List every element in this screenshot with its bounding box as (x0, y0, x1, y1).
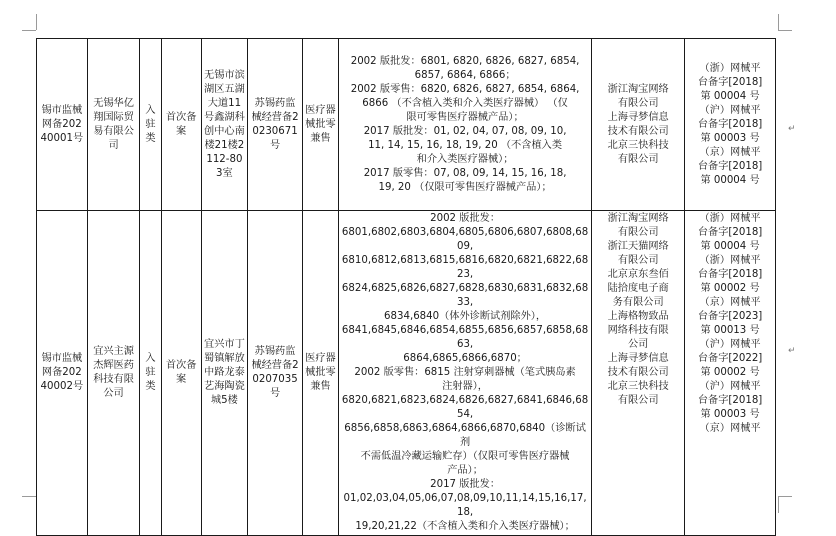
scope-line: 11, 14, 15, 16, 18, 19, 20 （不含植入类 (368, 139, 563, 151)
platform-record-line: 台备字[2018] (697, 227, 763, 238)
scope-line: 不需低温冷藏运输贮存）（仅限可零售医疗器械 (360, 451, 570, 462)
platform-record-line: 第 00002 号 (700, 367, 760, 378)
crop-mark-top-left-v (36, 14, 37, 30)
scope-line: 2002 版批发： (430, 213, 501, 224)
platform-record-line: 台备字[2022] (697, 353, 763, 364)
scope-line: 2017 版批发： (430, 479, 501, 490)
scope-line: 2017 版零售：07, 08, 09, 14, 15, 16, 18, (363, 167, 567, 179)
scope-line: 19, 20 （仅限可零售医疗器械产品）； (378, 181, 552, 193)
crop-mark-top-left-h (22, 30, 36, 31)
platform-line: 有限公司 (617, 395, 659, 406)
table-row (37, 211, 776, 536)
table-row (37, 39, 776, 211)
platform-record-line: （京）网械平 (699, 423, 761, 434)
crop-mark-bottom-right-v (778, 497, 779, 513)
platform-record-line: 第 00004 号 (700, 90, 760, 102)
platform-line: 有限公司 (617, 97, 659, 109)
platform-line: 有限公司 (617, 255, 659, 266)
scope-line: 6820,6821,6823,6824,6826,6827,6841,6846,6854, (341, 395, 589, 420)
scope-line: 01,02,03,04,05,06,07,08,09,10,11,14,15,16,17,18, (343, 493, 587, 518)
platform-line: 北京京东叁佰 (607, 269, 669, 280)
platform-record-line: （沪）网械平 (699, 381, 761, 392)
scope-line: 限可零售医疗器械产品）； (406, 111, 524, 123)
platform-record-line: （京）网械平 (699, 146, 761, 158)
business-mode-cell: 医疗器械批零兼售 (303, 211, 339, 536)
platform-record-line: （浙）网械平 (699, 62, 761, 74)
company-name-cell: 无锡华亿翔国际贸易有限公司 (87, 39, 140, 211)
platform-line: 浙江淘宝网络 (607, 83, 669, 95)
platform-record-line: 第 00003 号 (700, 132, 760, 144)
platform-line: 浙江淘宝网络 (607, 213, 669, 224)
platform-record-line: （浙）网械平 (699, 255, 761, 266)
record-number-cell: 锡市监械网备20240002号 (37, 211, 88, 536)
platform-line: 上海格物致品 (607, 311, 669, 322)
scope-line: 和介入类医疗器械）； (416, 153, 514, 165)
platform-line: 公司 (628, 339, 649, 350)
scope-line: 注射器）， (442, 381, 488, 392)
platform-record-line: 第 00004 号 (700, 174, 760, 186)
registration-table (36, 38, 776, 536)
scope-line: 6857, 6864, 6866； (414, 69, 516, 81)
platform-line: 网络科技有限 (607, 325, 669, 336)
scope-line: 2002 版零售：6820, 6826, 6827, 6854, 6864, (350, 83, 580, 95)
platform-record-line: 第 00013 号 (700, 325, 760, 336)
scope-line: 6856,6858,6863,6864,6866,6870,6840（诊断试剂 (344, 423, 586, 448)
crop-mark-top-right-v (778, 14, 779, 30)
scope-line: 2017 版批发：01, 02, 04, 07, 08, 09, 10, (363, 125, 567, 137)
platform-line: 有限公司 (617, 153, 659, 165)
platform-record-line: （沪）网械平 (699, 339, 761, 350)
business-scope-cell (338, 39, 591, 211)
company-name-cell: 宜兴主源杰辉医药科技有限公司 (87, 211, 140, 536)
address-cell: 无锡市滨湖区五湖大道11号鑫湖科创中心南楼21楼2112-803室 (201, 39, 247, 211)
platform-record-line: 台备字[2023] (697, 311, 763, 322)
scope-line: 6841,6845,6846,6854,6855,6856,6857,6858,6863, (341, 325, 589, 350)
platform-record-line: （沪）网械平 (699, 104, 761, 116)
platform-cell (592, 39, 685, 211)
license-cell: 苏锡药监械经营备20230671号 (248, 39, 303, 211)
platform-record-cell (685, 211, 776, 536)
platform-line: 务有限公司 (612, 297, 664, 308)
scope-line: 6824,6825,6826,6827,6828,6830,6831,6832,6833, (341, 283, 589, 308)
row-end-mark-icon: ↵ (788, 346, 796, 356)
platform-line: 北京三快科技 (607, 381, 669, 392)
platform-record-line: （京）网械平 (699, 297, 761, 308)
scope-line: 产品）； (447, 465, 483, 476)
scope-line: 6834,6840（体外诊断试剂除外）， (384, 311, 547, 322)
type-cell: 入驻类 (140, 211, 161, 536)
scope-line: 2002 版零售：6815 注射穿刺器械（笔式胰岛素 (354, 367, 576, 378)
platform-line: 北京三快科技 (607, 139, 669, 151)
address-cell: 宜兴市丁蜀镇解放中路龙泰艺海陶瓷城5楼 (201, 211, 247, 536)
platform-record-line: （浙）网械平 (699, 213, 761, 224)
platform-record-line: 台备字[2018] (697, 160, 763, 172)
filing-cell: 首次备案 (161, 211, 201, 536)
platform-cell (592, 211, 685, 536)
scope-line: 6866 （不含植入类和介入类医疗器械） （仅 (362, 97, 568, 109)
platform-record-line: 台备字[2018] (697, 269, 763, 280)
platform-record-line: 第 00002 号 (700, 283, 760, 294)
business-mode-cell: 医疗器械批零兼售 (303, 39, 339, 211)
platform-record-cell (685, 39, 776, 211)
filing-cell: 首次备案 (161, 39, 201, 211)
platform-record-line: 台备字[2018] (697, 118, 763, 130)
license-cell: 苏锡药监械经营备20207035号 (248, 211, 303, 536)
platform-line: 陆拾度电子商 (607, 283, 669, 294)
platform-record-line: 台备字[2018] (697, 76, 763, 88)
platform-record-line: 台备字[2018] (697, 395, 763, 406)
scope-line: 6864,6865,6866,6870； (403, 353, 527, 364)
platform-line: 上海寻梦信息 (607, 353, 669, 364)
type-cell: 入驻类 (140, 39, 161, 211)
row-end-mark-icon: ↵ (788, 124, 796, 134)
business-scope-cell (338, 211, 591, 536)
platform-record-line: 第 00004 号 (700, 241, 760, 252)
scope-line: 19,20,21,22（不含植入类和介入类医疗器械）； (355, 521, 575, 532)
scope-line: 2002 版批发：6801, 6820, 6826, 6827, 6854, (350, 55, 580, 67)
scope-line: 6801,6802,6803,6804,6805,6806,6807,6808,6809, (341, 227, 589, 252)
crop-mark-bottom-left-h (22, 496, 36, 497)
platform-line: 技术有限公司 (607, 125, 669, 137)
crop-mark-top-right-h (778, 30, 792, 31)
crop-mark-bottom-right-h (778, 496, 792, 497)
record-number-cell: 锡市监械网备20240001号 (37, 39, 88, 211)
platform-line: 浙江天猫网络 (607, 241, 669, 252)
platform-line: 技术有限公司 (607, 367, 669, 378)
platform-line: 有限公司 (617, 227, 659, 238)
scope-line: 6810,6812,6813,6815,6816,6820,6821,6822,6823, (341, 255, 589, 280)
platform-line: 上海寻梦信息 (607, 111, 669, 123)
platform-record-line: 第 00003 号 (700, 409, 760, 420)
